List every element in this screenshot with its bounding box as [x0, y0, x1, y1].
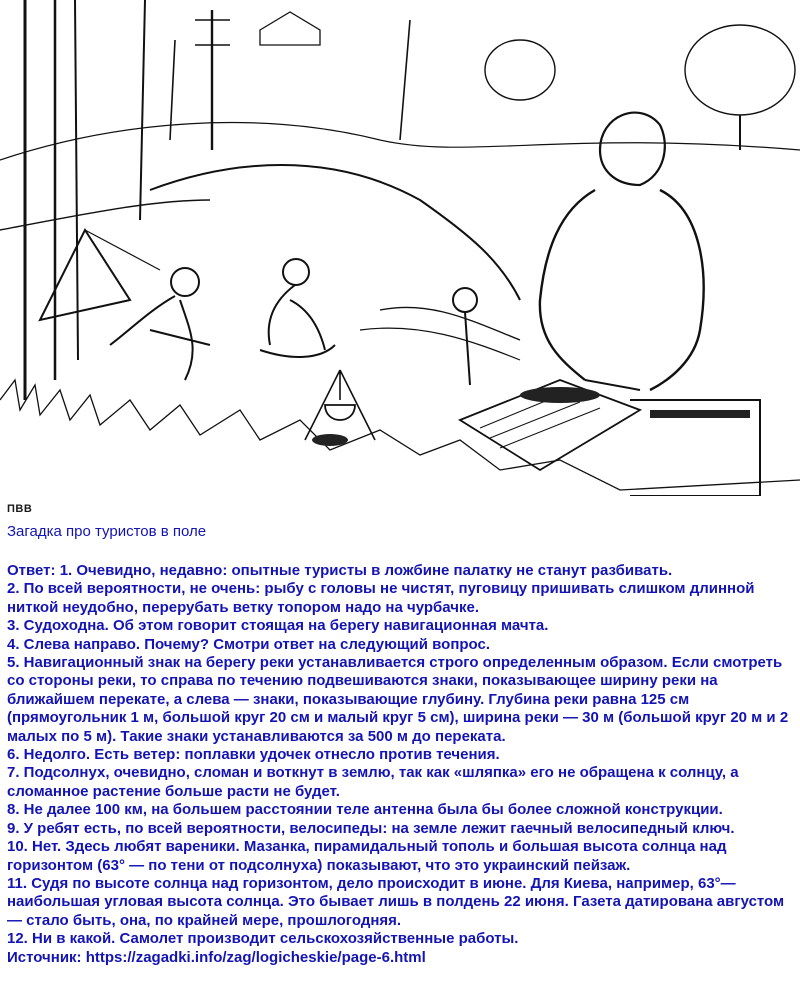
answer-line: Ответ: 1. Очевидно, недавно: опытные туристы в ложбине палатку не станут разбивать. [7, 562, 673, 579]
answer-line: 8. Не далее 100 км, на большем расстоянии теле антенна была бы более сложной конструкции. [7, 801, 723, 819]
page-title: Загадка про туристов в поле [7, 523, 207, 540]
answer-line: 4. Слева направо. Почему? Смотри ответ на следующий вопрос. [7, 635, 491, 653]
answers-text [7, 562, 799, 967]
answer-line: 7. Подсолнух, очевидно, сломан и воткнут в землю, так как «шляпка» его не обращена к солнцу, а сломанное растение больше расти не будет. [7, 764, 739, 800]
answer-line: 12. Ни в какой. Самолет производит сельскохозяйственные работы. [7, 930, 519, 948]
source-line: Источник: https://zagadki.info/zag/logicheskie/page-6.html [7, 948, 426, 966]
answer-line: 2. По всей вероятности, не очень: рыбу с головы не чистят, пуговицу пришивать слишком длинной ниткой неудобно, перерубать ветку топором надо на чурбачке. [7, 580, 755, 616]
answer-line: 3. Судоходна. Об этом говорит стоящая на берегу навигационная мачта. [7, 617, 549, 635]
answer-line: 11. Судя по высоте солнца над горизонтом, дело происходит в июне. Для Киева, например, 63°— наибольшая угловая высота солнца. Это бывает лишь в полдень 22 июня. Газета датирована августом — стало быть, она, по крайней мере, прошлогодняя. [7, 874, 785, 929]
image-caption: ПВВ [7, 503, 33, 515]
answer-line: 10. Нет. Здесь любят вареники. Мазанка, пирамидальный тополь и большая высота солнца над горизонтом (63° — по тени от подсолнуха) показывают, что это украинский пейзаж. [7, 838, 727, 874]
answer-line: 9. У ребят есть, по всей вероятности, велосипеды: на земле лежит гаечный велосипедный ключ. [7, 819, 735, 837]
answer-line: 5. Навигационный знак на берегу реки устанавливается строго определенным образом. Если смотреть со стороны реки, то справа по течению подвешиваются знаки, показывающее ширину реки на ближайшем перекате, а слева — знаки, показывающие глубину. Глубина реки равна 125 см (прямоугольник 1 м, большой круг 20 см и малый круг 5 см), ширина реки — 30 м (большой круг 20 м и 2 малых по 5 м). Такие знаки устанавливаются за 500 м до переката. [7, 654, 789, 745]
answer-line: 6. Недолго. Есть ветер: поплавки удочек отнесло против течения. [7, 746, 500, 764]
